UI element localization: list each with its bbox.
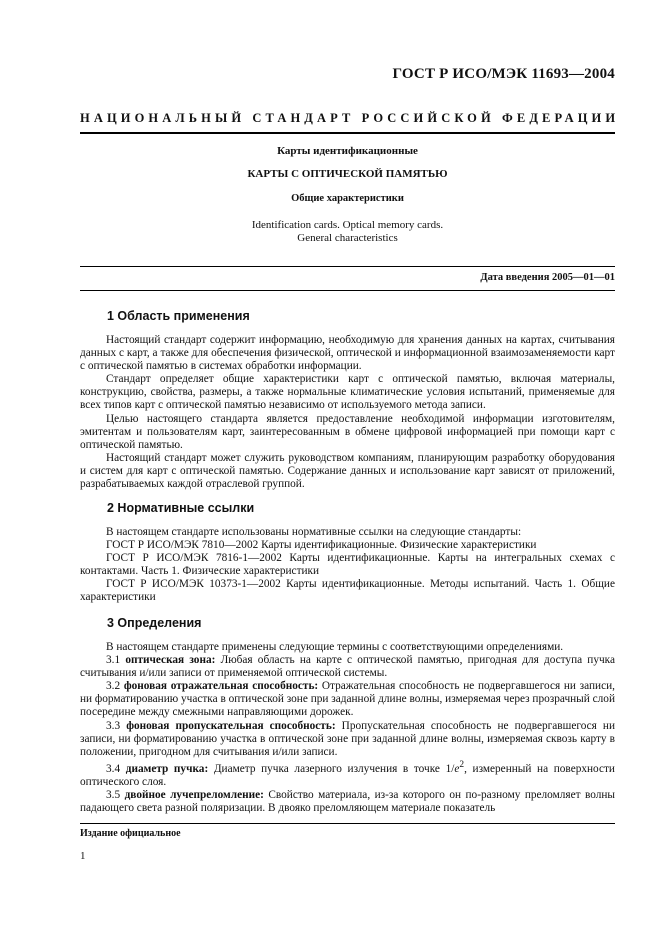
section-1-body xyxy=(80,334,615,491)
definition-text: Диаметр пучка лазерного излучения в точке 1/ xyxy=(208,762,455,775)
intro-date: Дата введения 2005—01—01 xyxy=(480,272,615,283)
header-rule xyxy=(80,132,615,134)
title-english-line1: Identification cards. Optical memory cards. xyxy=(251,219,444,231)
title-main: КАРТЫ С ОПТИЧЕСКОЙ ПАМЯТЬЮ xyxy=(247,168,448,180)
paragraph: Настоящий стандарт содержит информацию, необходимую для хранения данных на картах, считывания данных с карт, а также для обеспечения физической, оптической и информационной взаимозаменяемости карт с оптической памятью в системах обработки информации. xyxy=(80,334,615,373)
intro-rule-top xyxy=(80,266,615,267)
definition-text: Любая область на карте с оптической памятью, пригодная для доступа пучка считывания и/или записи от применяемой оптической системы. xyxy=(80,654,616,680)
title-english xyxy=(80,219,615,245)
definition-item xyxy=(80,789,615,815)
paragraph: Настоящий стандарт может служить руководством компаниям, планирующим разработку оборудования и систем для карт с оптической памятью. Содержание данных и использование карт зависят от приложений, разрабатываемых каждой отраслевой группой. xyxy=(80,451,615,491)
official-edition-label: Издание официальное xyxy=(80,828,181,839)
definition-term: двойное лучепреломление: xyxy=(124,788,264,801)
definition-item xyxy=(80,654,615,680)
definition-text: Пропускательная способность не подвергавшегося ни записи, ни форматированию участка в оптической зоне при заданной длине волны, измеряемая сквозь карту в положении, пригодном для считывания и/или записи. xyxy=(80,719,615,758)
intro-rule-bottom xyxy=(80,290,615,291)
euler-e: e xyxy=(454,762,460,775)
definition-number: 3.2 xyxy=(106,680,121,693)
definition-number: 3.1 xyxy=(106,654,121,667)
definition-term: фоновая отражательная способность: xyxy=(123,680,319,693)
definition-text: Свойство материала, из-за которого он по-разному преломляет волны падающего света разной поляризации. В двояко преломляющем материале показатель xyxy=(80,788,616,814)
definition-item xyxy=(80,720,615,759)
paragraph: Стандарт определяет общие характеристики карт с оптической памятью, включая материалы, конструкцию, свойства, размеры, а также нормальные климатические условия испытаний, применяемые для всех типов карт с оптической памятью независимо от используемого метода записи. xyxy=(80,373,615,412)
title-group: Карты идентификационные xyxy=(277,145,418,157)
paragraph: В настоящем стандарте применены следующие термины с соответствующими определениями. xyxy=(106,641,564,653)
section-2-heading: 2 Нормативные ссылки xyxy=(107,501,255,515)
paragraph: В настоящем стандарте использованы нормативные ссылки на следующие стандарты: xyxy=(106,526,522,538)
gost-code: ГОСТ Р ИСО/МЭК 11693—2004 xyxy=(392,66,615,82)
section-3-body xyxy=(80,641,615,815)
definition-number: 3.4 xyxy=(106,762,121,775)
definition-item xyxy=(80,759,615,789)
section-2-body xyxy=(80,526,615,605)
title-english-line2: General characteristics xyxy=(297,232,398,244)
section-1-heading: 1 Область применения xyxy=(107,309,250,323)
section-3-heading: 3 Определения xyxy=(107,616,202,630)
definition-term: оптическая зона: xyxy=(125,654,216,667)
exponent: 2 xyxy=(459,759,465,770)
definition-number: 3.3 xyxy=(106,719,121,732)
footer-rule xyxy=(80,823,615,824)
page-number: 1 xyxy=(80,850,86,862)
reference-item: ГОСТ Р ИСО/МЭК 10373-1—2002 Карты идентификационные. Методы испытаний. Часть 1. Общие характеристики xyxy=(80,578,615,604)
definition-text: , измеренный на поверхности оптического слоя. xyxy=(80,762,615,788)
title-sub: Общие характеристики xyxy=(291,193,404,204)
paragraph: Целью настоящего стандарта является предоставление необходимой информации изготовителям, эмитентам и пользователям карт, заинтересованным в обмене цифровой информацией при помощи карт с оптической памятью. xyxy=(80,412,615,451)
definition-text: Отражательная способность не подвергавшегося ни записи, ни форматированию участка в оптической зоне при заданной длине волны, измеряемая через прозрачный слой посередине между смежными направляющими дорожек. xyxy=(80,680,615,719)
definition-number: 3.5 xyxy=(106,788,121,801)
definition-term: фоновая пропускательная способность: xyxy=(126,719,336,732)
reference-item: ГОСТ Р ИСО/МЭК 7810—2002 Карты идентификационные. Физические характеристики xyxy=(106,539,537,552)
definition-term: диаметр пучка: xyxy=(125,762,209,775)
reference-item: ГОСТ Р ИСО/МЭК 7816-1—2002 Карты идентификационные. Карты на интегральных схемах с контактами. Часть 1. Физические характеристики xyxy=(80,552,615,578)
national-standard-banner: НАЦИОНАЛЬНЫЙ СТАНДАРТ РОССИЙСКОЙ ФЕДЕРАЦИИ xyxy=(80,111,620,125)
definition-item xyxy=(80,680,615,719)
